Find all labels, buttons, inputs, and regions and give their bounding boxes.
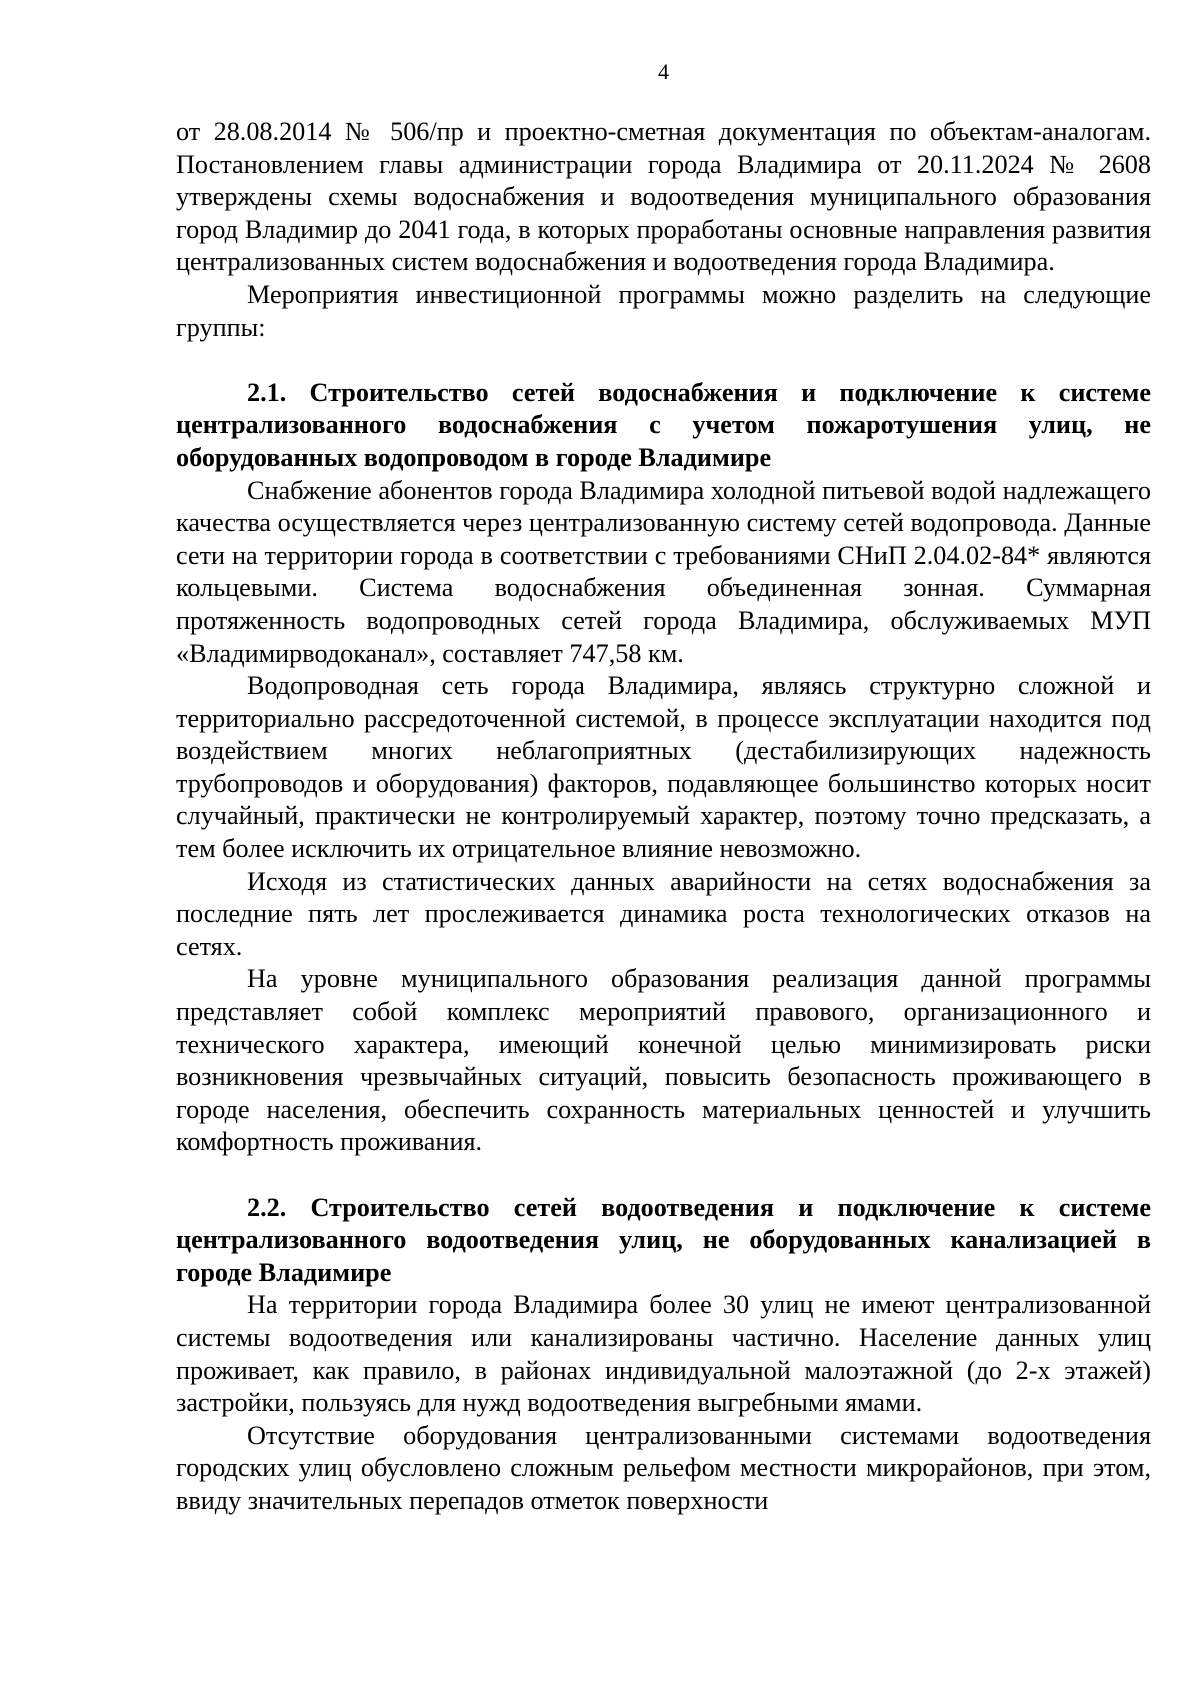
intro-paragraph-1: от 28.08.2014 № 506/пр и проектно-сметная документация по объектам-аналогам. Постановлением главы администрации города Владимира от 20.11.2024 № 2608 утверждены схемы водоснабжения и водоотведения муниципального образования город Владимир до 2041 года, в которых проработаны основные направления развития централизованных систем водоснабжения и водоотведения города Владимира. [176,117,1151,277]
spacer [176,344,1151,377]
section-2-1-paragraph-1: Снабжение абонентов города Владимира холодной питьевой водой надлежащего качества осуществляется через централизованную систему сетей водопровода. Данные сети на территории города в соответствии с требованиями СНиП 2.04.02-84* являются кольцевыми. Система водоснабжения объединенная зонная. Суммарная протяженность водопроводных сетей города Владимира, обслуживаемых МУП «Владимирводоканал», составляет 747,58 км. [176,475,1151,668]
section-2-1-paragraph-3: Исходя из статистических данных аварийности на сетях водоснабжения за последние пять лет прослеживается динамика роста технологических отказов на сетях. [176,866,1151,961]
page-number: 4 [658,59,669,84]
section-2-1-paragraph-2: Водопроводная сеть города Владимира, являясь структурно сложной и территориально рассредоточенной системой, в процессе эксплуатации находится под воздействием многих неблагоприятных (дестабилизирующих надежность трубопроводов и оборудования) факторов, подавляющее большинство которых носит случайный, практически не контролируемый характер, поэтому точно предсказать, а тем более исключить их отрицательное влияние невозможно. [176,671,1151,864]
spacer [176,1159,1151,1192]
intro-paragraph-2: Мероприятия инвестиционной программы можно разделить на следующие группы: [176,279,1151,342]
section-2-1-paragraph-4: На уровне муниципального образования реализация данной программы представляет собой комплекс мероприятий правового, организационного и технического характера, имеющий конечной целью минимизировать риски возникновения чрезвычайных ситуаций, повысить безопасность проживающего в городе населения, обеспечить сохранность материальных ценностей и улучшить комфортность проживания. [176,964,1151,1157]
document-body [176,116,1151,1518]
section-2-2-paragraph-2: Отсутствие оборудования централизованными системами водоотведения городских улиц обусловлено сложным рельефом местности микрорайонов, при этом, ввиду значительных перепадов отметок поверхности [176,1420,1151,1515]
section-2-2-paragraph-1: На территории города Владимира более 30 улиц не имеют централизованной системы водоотведения или канализированы частично. Население данных улиц проживает, как правило, в районах индивидуальной малоэтажной (до 2-х этажей) застройки, пользуясь для нужд водоотведения выгребными ямами. [176,1290,1151,1418]
section-2-2-heading: 2.2. Строительство сетей водоотведения и подключение к системе централизованного водоотведения улиц, не оборудованных канализацией в городе Владимире [176,1192,1151,1287]
section-2-1-heading: 2.1. Строительство сетей водоснабжения и подключение к системе централизованного водоснабжения с учетом пожаротушения улиц, не оборудованных водопроводом в городе Владимире [176,377,1151,472]
